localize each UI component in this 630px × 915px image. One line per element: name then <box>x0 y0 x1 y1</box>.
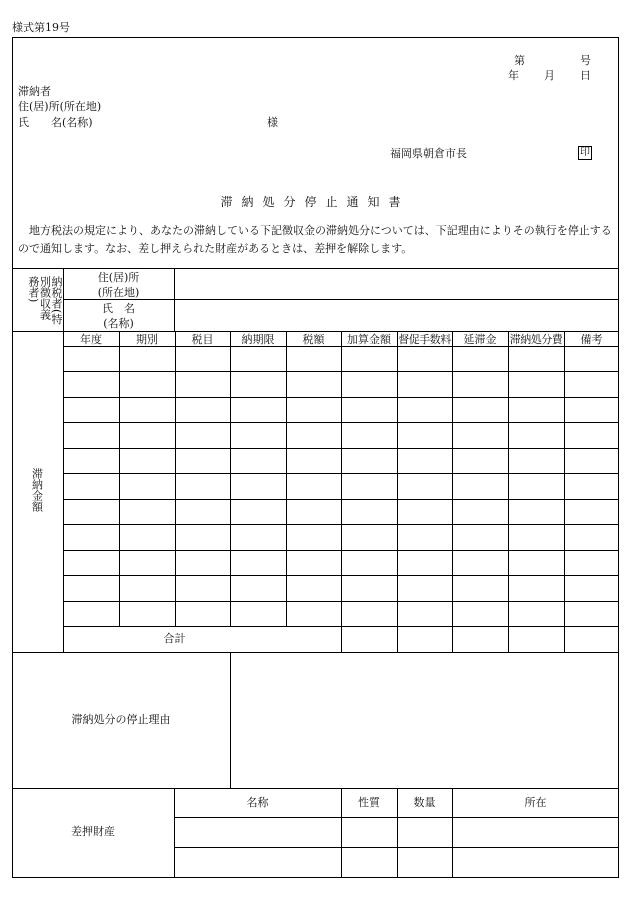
date-year: 年 <box>508 69 519 82</box>
issuer-name: 福岡県朝倉市長 <box>390 147 467 160</box>
arrears-header-cell: 延滞金 <box>463 333 497 346</box>
arrears-col-line <box>397 331 398 652</box>
arrears-header-cell: 税額 <box>302 333 325 346</box>
taxpayer-side-label: 納税者(特別徴収義務者) <box>26 276 63 325</box>
arrears-header-cell: 加算金額 <box>347 333 391 346</box>
arrears-row-line <box>63 422 619 423</box>
form-frame <box>12 37 619 878</box>
number-go: 号 <box>580 54 591 67</box>
taxpayer-name-label: 氏 名 <box>102 302 135 315</box>
date-month: 月 <box>544 69 555 82</box>
seized-header-nature: 性質 <box>358 796 380 809</box>
seal-stamp: 印 <box>580 147 590 158</box>
arrears-col-line <box>119 331 120 626</box>
arrears-header-cell: 督促手数料 <box>398 333 451 346</box>
seized-header-name: 名称 <box>246 796 269 809</box>
arrears-col-line <box>286 331 287 626</box>
seized-header-location: 所在 <box>524 796 547 809</box>
reason-top-line <box>12 652 619 653</box>
arrears-header-cell: 期別 <box>136 333 158 346</box>
date-day: 日 <box>580 69 591 82</box>
reason-divider <box>230 652 231 788</box>
arrears-header-cell: 滞納処分費 <box>509 333 563 346</box>
taxpayer-address-label: 住(居)所 <box>97 271 140 284</box>
arrears-col-line <box>452 331 453 652</box>
number-dai: 第 <box>514 54 525 67</box>
taxpayer-address-sub: (所在地) <box>97 286 140 299</box>
seized-label: 差押財産 <box>71 825 115 838</box>
arrears-header-cell: 納期限 <box>241 333 275 346</box>
arrears-header-cell: 税目 <box>191 333 214 346</box>
arrears-row-line <box>63 473 619 474</box>
arrears-row-line <box>63 371 619 372</box>
arrears-row-line <box>63 524 619 525</box>
arrears-side-label: 滞納金額 <box>30 468 44 512</box>
arrears-row-line <box>63 448 619 449</box>
reason-label: 滞納処分の停止理由 <box>71 713 171 726</box>
arrears-row-line <box>63 626 619 627</box>
addressee-honorific: 様 <box>267 116 278 129</box>
arrears-row-line <box>63 499 619 500</box>
addressee-label: 滞納者 <box>18 85 51 98</box>
arrears-col-line <box>230 331 231 626</box>
arrears-row-line <box>63 601 619 602</box>
body-paragraph: 地方税法の規定により、あなたの滞納している下記徴収金の滞納処分については、下記理由によりその執行を停止するので通知します。なお、差し押えられた財産があるときは、差押を解除します。 <box>18 224 612 255</box>
taxpayer-top-line <box>12 268 619 269</box>
addressee-address-label: 住(居)所(所在地) <box>18 100 102 113</box>
arrears-row-line <box>63 397 619 398</box>
arrears-total-label: 合計 <box>163 632 186 645</box>
arrears-header-cell: 年度 <box>80 333 102 346</box>
seized-header-quantity: 数量 <box>413 796 436 809</box>
arrears-header-cell: 備考 <box>580 333 603 346</box>
seized-top-line <box>12 788 619 789</box>
arrears-row-line <box>63 550 619 551</box>
addressee-name-label: 氏 名(名称) <box>18 116 93 129</box>
arrears-col-line <box>564 331 565 652</box>
arrears-col-line <box>175 331 176 626</box>
arrears-col-line <box>508 331 509 652</box>
taxpayer-mid-line <box>63 299 619 300</box>
arrears-top-line <box>12 331 619 332</box>
taxpayer-name-sub: (名称) <box>103 317 134 330</box>
arrears-row-line <box>63 575 619 576</box>
document-title: 滞納処分停止通知書 <box>220 195 410 209</box>
arrears-col-line <box>341 331 342 652</box>
form-id: 様式第19号 <box>12 21 70 34</box>
